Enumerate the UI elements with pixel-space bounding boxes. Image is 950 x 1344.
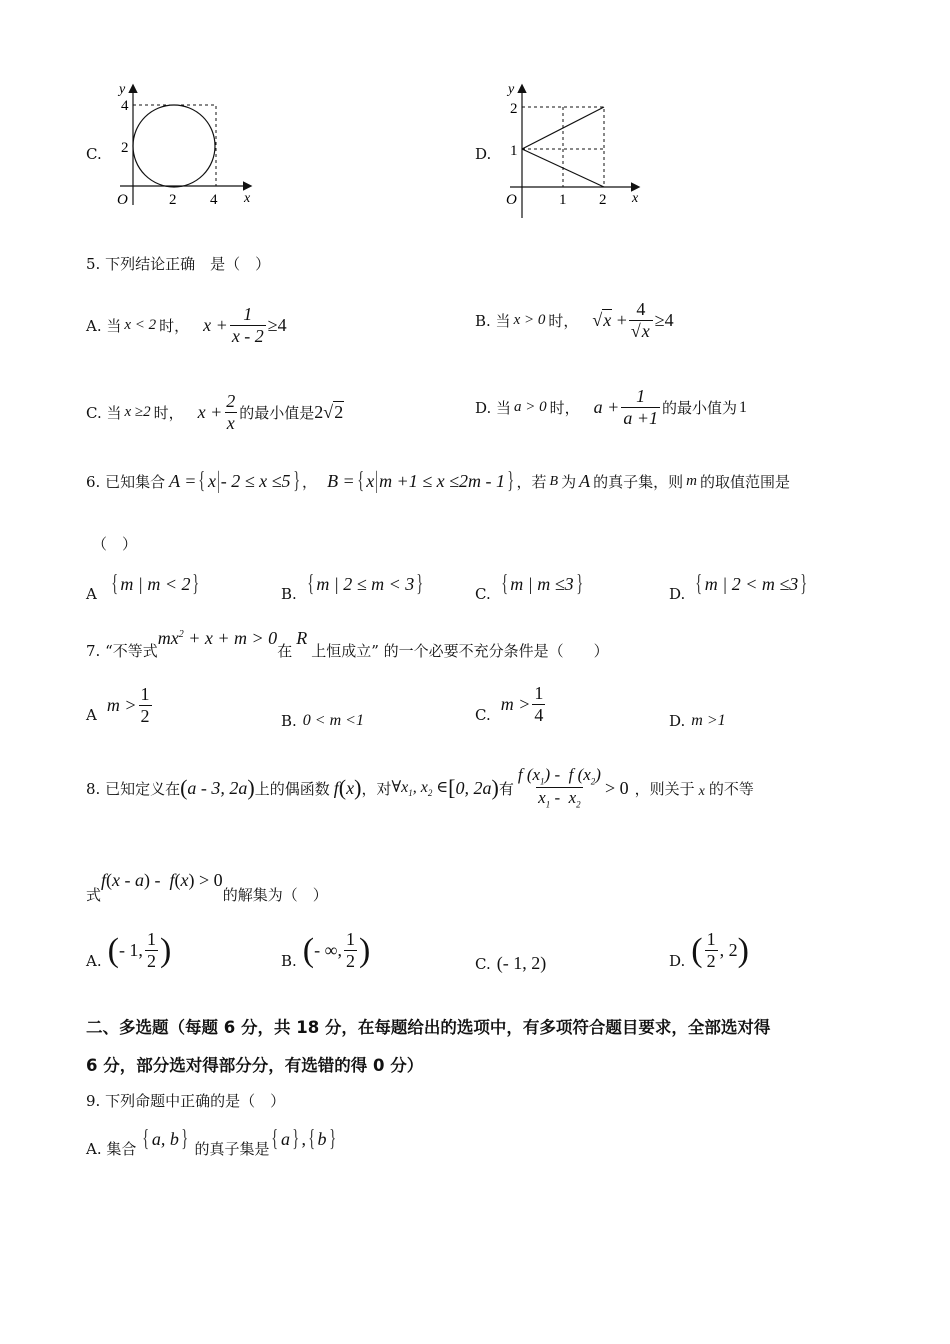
- line-graph-figure: [490, 80, 650, 220]
- x-tick-1: 1: [559, 192, 567, 208]
- x-tick-2: 2: [599, 192, 607, 208]
- q8-stem-line2: 式 f ( x - a ) - f ( x ) > 0 的解集为（ ）: [86, 870, 328, 904]
- section-2-heading-line2: 6 分，部分选对得部分分，有选错的得 0 分）: [86, 1056, 424, 1075]
- y-tick-2: 2: [121, 140, 129, 156]
- q6-paren: （ ）: [92, 535, 138, 553]
- y-tick-1: 1: [510, 143, 518, 159]
- q7-stem: 7. “不等式 $mx^2 + x + m > 0$ 在 R 上恒成立” 的一个必要不充分条件是（ ）: [86, 628, 609, 660]
- y-tick-2: 2: [510, 101, 518, 117]
- q6-option-c: C. { m | m ≤3 }: [475, 570, 583, 603]
- circle-graph-figure: [100, 80, 260, 210]
- q8-stem: 8. 已知定义在 ( a - 3, 2a ) 上的偶函数 f ( x ) ，对 $\forall x_1$, $x_2$ ∈ [ 0, 2a ) 有 $\frac{f (x_1) - f (x_2)}{x_1 - x_2}$ > 0 ，则关于 x 的不等: [86, 765, 754, 810]
- q9-option-a: A. 集合 { a, b } 的真子集是 { a } , { b }: [86, 1126, 336, 1158]
- q5-option-d: D. 当 a > 0 时， a + $\frac{1}{a +1}$ 的最小值为 1: [475, 386, 747, 428]
- q7-option-a: A m > $\frac{1}{2}$: [86, 684, 150, 726]
- origin-label: O: [506, 192, 517, 208]
- q7-option-c: C. m > $\frac{1}{4}$: [475, 683, 544, 725]
- q6-stem: 6. 已知集合 A = { x | - 2 ≤ x ≤5 } ， B = { x | m +1 ≤ x ≤2m - 1 } ，若 B 为 A 的真子集，则 m 的取值范围是: [86, 468, 790, 494]
- y-axis-label: y: [119, 82, 126, 97]
- q8-option-d: D. ( $\frac{1}{2}$ , 2 ): [669, 929, 749, 971]
- y-tick-4: 4: [121, 98, 129, 114]
- q5-option-a: A. 当 x < 2 时， x + $\frac{1}{x - 2}$ ≥4: [86, 304, 287, 346]
- q5-stem: 5. 下列结论正确 是（ ）: [86, 255, 271, 273]
- q8-option-c: C. (- 1, 2): [475, 953, 547, 973]
- y-axis-label: y: [508, 82, 515, 97]
- option-d-label: D.: [475, 145, 492, 163]
- q5-option-c: C. 当 x ≥2 时， x + $\frac{2}{x}$ 的最小值是 2√2: [86, 391, 344, 433]
- q5-option-b: B. 当 x > 0 时， √x + $\frac{4}{√x}$ ≥4: [475, 299, 674, 341]
- q6-option-d: D. { m | 2 < m ≤3 }: [669, 570, 808, 603]
- section-2-heading-line1: 二、多选题（每题 6 分，共 18 分，在每题给出的选项中，有多项符合题目要求，全部选对得: [86, 1018, 771, 1037]
- q9-stem: 9. 下列命题中正确的是（ ）: [86, 1092, 286, 1110]
- q7-option-d: D. m >1: [669, 712, 726, 730]
- q8-option-a: A. ( - 1, $\frac{1}{2}$ ): [86, 929, 172, 971]
- q8-option-b: B. ( - ∞, $\frac{1}{2}$ ): [281, 929, 371, 971]
- x-tick-2: 2: [169, 192, 177, 208]
- q6-option-a: A { m | m < 2 }: [86, 570, 200, 603]
- origin-label: O: [117, 192, 128, 208]
- circle-curve: [133, 105, 215, 187]
- q7-option-b: B. 0 < m <1: [281, 712, 364, 730]
- q6-option-b: B. { m | 2 ≤ m < 3 }: [281, 570, 424, 603]
- x-axis-label: x: [244, 191, 251, 206]
- option-c-label: C.: [86, 145, 102, 163]
- x-tick-4: 4: [210, 192, 218, 208]
- x-axis-label: x: [632, 191, 639, 206]
